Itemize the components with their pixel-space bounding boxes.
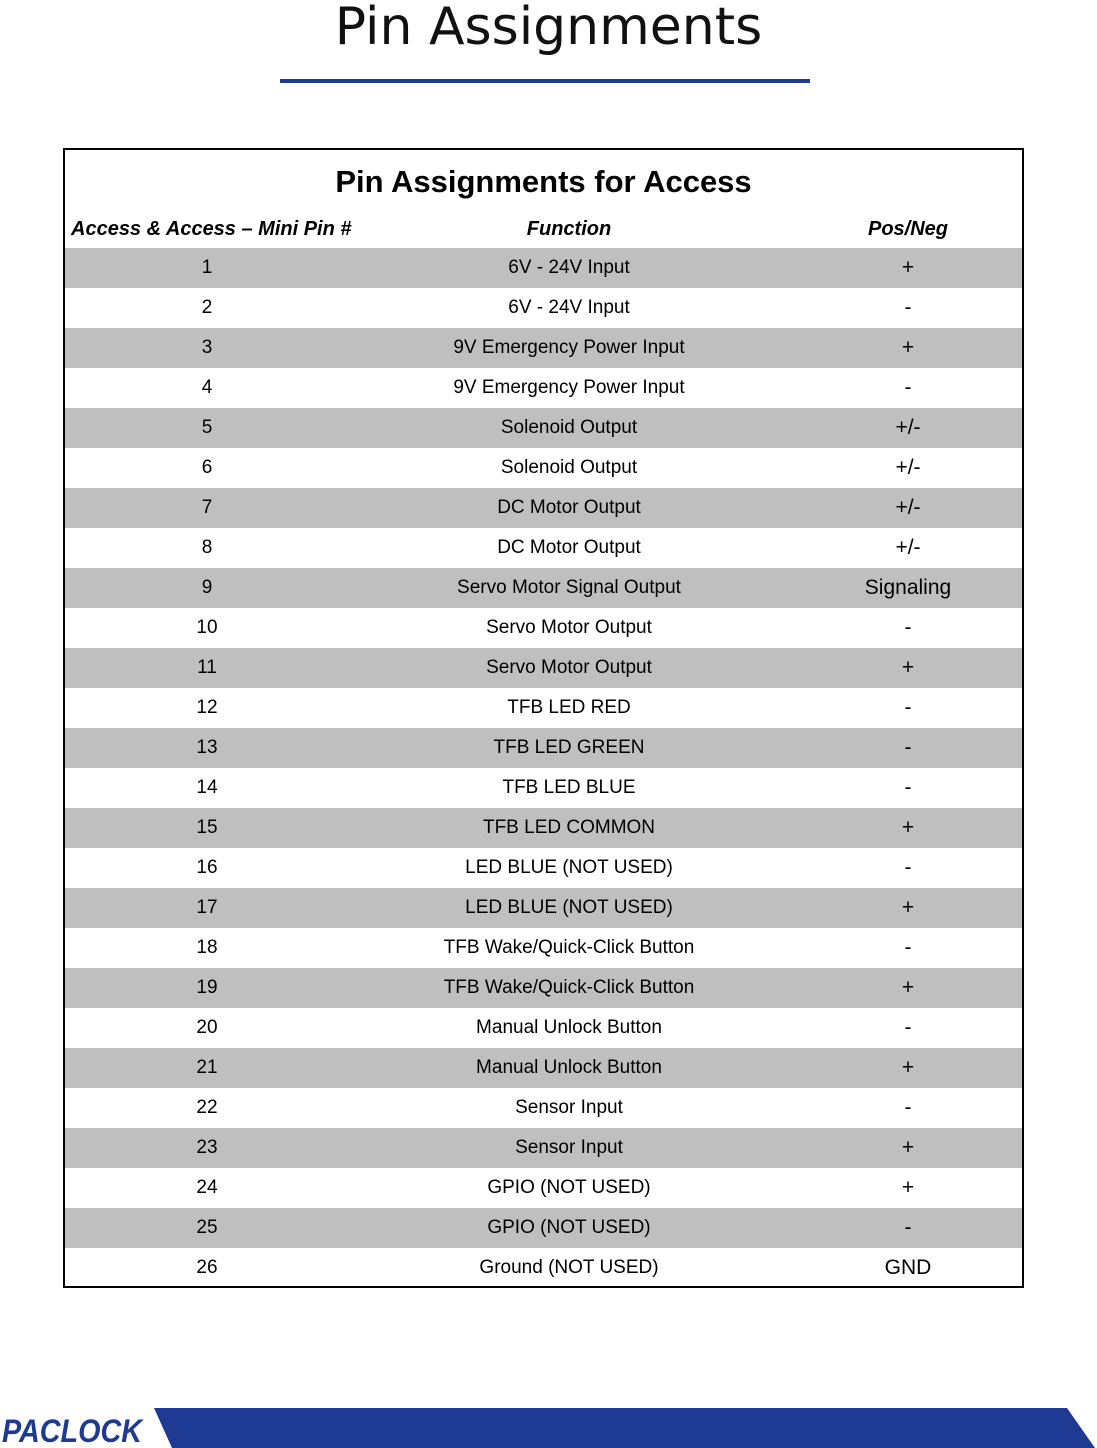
- cell-function: TFB LED BLUE: [502, 777, 636, 798]
- cell-pin: 12: [196, 697, 218, 718]
- table-row: [65, 1248, 1022, 1288]
- cell-polarity: +: [901, 336, 915, 359]
- cell-pin: 21: [196, 1057, 218, 1078]
- cell-pin: 23: [196, 1137, 218, 1158]
- header-function: Function: [526, 218, 612, 240]
- cell-function: Ground (NOT USED): [479, 1257, 659, 1278]
- cell-polarity: -: [904, 1096, 912, 1119]
- table-row: [65, 448, 1022, 488]
- table-row: [65, 808, 1022, 848]
- cell-polarity: -: [904, 376, 912, 399]
- table-row: [65, 1008, 1022, 1048]
- cell-function: TFB Wake/Quick-Click Button: [443, 937, 695, 958]
- table-row: [65, 248, 1022, 288]
- cell-pin: 4: [201, 377, 213, 398]
- table-row: [65, 568, 1022, 608]
- cell-function: TFB LED COMMON: [482, 817, 656, 838]
- cell-polarity: +/-: [895, 456, 921, 479]
- cell-polarity: +: [901, 1176, 915, 1199]
- cell-function: DC Motor Output: [497, 537, 641, 558]
- cell-polarity: +: [901, 1056, 915, 1079]
- table-row: [65, 328, 1022, 368]
- cell-function: Solenoid Output: [500, 417, 638, 438]
- table-row: [65, 768, 1022, 808]
- cell-polarity: -: [904, 1216, 912, 1239]
- cell-function: Solenoid Output: [500, 457, 638, 478]
- cell-polarity: -: [904, 736, 912, 759]
- cell-pin: 5: [201, 417, 213, 438]
- cell-polarity: +/-: [895, 496, 921, 519]
- table-row: [65, 1168, 1022, 1208]
- cell-polarity: +/-: [895, 536, 921, 559]
- table-row: [65, 528, 1022, 568]
- cell-function: Sensor Input: [515, 1097, 623, 1118]
- table-row: [65, 408, 1022, 448]
- cell-polarity: GND: [884, 1256, 932, 1279]
- cell-function: Manual Unlock Button: [476, 1057, 662, 1078]
- paclock-logo: [0, 1408, 150, 1448]
- table-row: [65, 488, 1022, 528]
- cell-polarity: -: [904, 856, 912, 879]
- table-row: [65, 1088, 1022, 1128]
- cell-polarity: +: [901, 656, 915, 679]
- table-caption: Pin Assignments for Access: [335, 164, 752, 199]
- cell-pin: 25: [196, 1217, 218, 1238]
- cell-pin: 22: [196, 1097, 218, 1118]
- cell-pin: 17: [196, 897, 218, 918]
- table-row: [65, 728, 1022, 768]
- cell-pin: 26: [196, 1257, 218, 1278]
- cell-pin: 14: [196, 777, 218, 798]
- logo-text: PACLOCK: [2, 1413, 145, 1448]
- cell-pin: 6: [201, 457, 213, 478]
- table-row: [65, 1128, 1022, 1168]
- cell-function: Sensor Input: [515, 1137, 623, 1158]
- cell-function: TFB LED RED: [507, 697, 631, 718]
- cell-polarity: -: [904, 616, 912, 639]
- cell-pin: 13: [196, 737, 218, 758]
- table-row: [65, 888, 1022, 928]
- cell-pin: 19: [196, 977, 218, 998]
- cell-function: 9V Emergency Power Input: [453, 337, 685, 358]
- table-row: [65, 648, 1022, 688]
- cell-pin: 24: [196, 1177, 218, 1198]
- footer-band-shape: [154, 1408, 1095, 1448]
- cell-pin: 1: [201, 257, 213, 278]
- cell-polarity: -: [904, 776, 912, 799]
- cell-function: Manual Unlock Button: [476, 1017, 662, 1038]
- cell-pin: 20: [196, 1017, 218, 1038]
- cell-function: LED BLUE (NOT USED): [465, 857, 673, 878]
- cell-polarity: +: [901, 896, 915, 919]
- title-underline: [280, 79, 810, 83]
- cell-pin: 16: [196, 857, 218, 878]
- table-row: [65, 968, 1022, 1008]
- cell-polarity: +: [901, 256, 915, 279]
- cell-polarity: +/-: [895, 416, 921, 439]
- cell-polarity: -: [904, 936, 912, 959]
- cell-pin: 7: [201, 497, 213, 518]
- cell-function: GPIO (NOT USED): [487, 1177, 651, 1198]
- cell-pin: 9: [201, 577, 213, 598]
- cell-pin: 10: [196, 617, 218, 638]
- table-row: [65, 928, 1022, 968]
- table-row: [65, 688, 1022, 728]
- cell-function: 6V - 24V Input: [508, 297, 630, 318]
- cell-function: Servo Motor Signal Output: [457, 577, 681, 598]
- cell-pin: 2: [201, 297, 213, 318]
- cell-function: GPIO (NOT USED): [487, 1217, 651, 1238]
- table-row: [65, 608, 1022, 648]
- table-row: [65, 368, 1022, 408]
- header-polarity: Pos/Neg: [867, 218, 949, 240]
- cell-function: 9V Emergency Power Input: [453, 377, 685, 398]
- cell-pin: 18: [196, 937, 218, 958]
- cell-polarity: +: [901, 1136, 915, 1159]
- table-header-row: [65, 210, 1022, 248]
- cell-pin: 3: [201, 337, 213, 358]
- cell-function: 6V - 24V Input: [508, 257, 630, 278]
- cell-polarity: Signaling: [864, 576, 952, 599]
- cell-function: Servo Motor Output: [486, 617, 652, 638]
- cell-function: TFB Wake/Quick-Click Button: [443, 977, 695, 998]
- cell-function: Servo Motor Output: [486, 657, 652, 678]
- table-row: [65, 1048, 1022, 1088]
- cell-function: TFB LED GREEN: [493, 737, 645, 758]
- cell-pin: 8: [201, 537, 213, 558]
- cell-pin: 11: [197, 657, 217, 678]
- footer-brand-band: [150, 1408, 1097, 1448]
- cell-function: LED BLUE (NOT USED): [465, 897, 673, 918]
- cell-function: DC Motor Output: [497, 497, 641, 518]
- cell-polarity: -: [904, 296, 912, 319]
- table-row: [65, 288, 1022, 328]
- table-row: [65, 848, 1022, 888]
- page-title: Pin Assignments: [334, 0, 763, 57]
- cell-polarity: -: [904, 696, 912, 719]
- cell-polarity: +: [901, 976, 915, 999]
- header-pin: Access & Access – Mini Pin #: [71, 218, 352, 240]
- table-row: [65, 1208, 1022, 1248]
- table-body: [65, 248, 1022, 1288]
- pin-assignment-table: [63, 148, 1024, 1288]
- cell-polarity: +: [901, 816, 915, 839]
- cell-polarity: -: [904, 1016, 912, 1039]
- cell-pin: 15: [196, 817, 218, 838]
